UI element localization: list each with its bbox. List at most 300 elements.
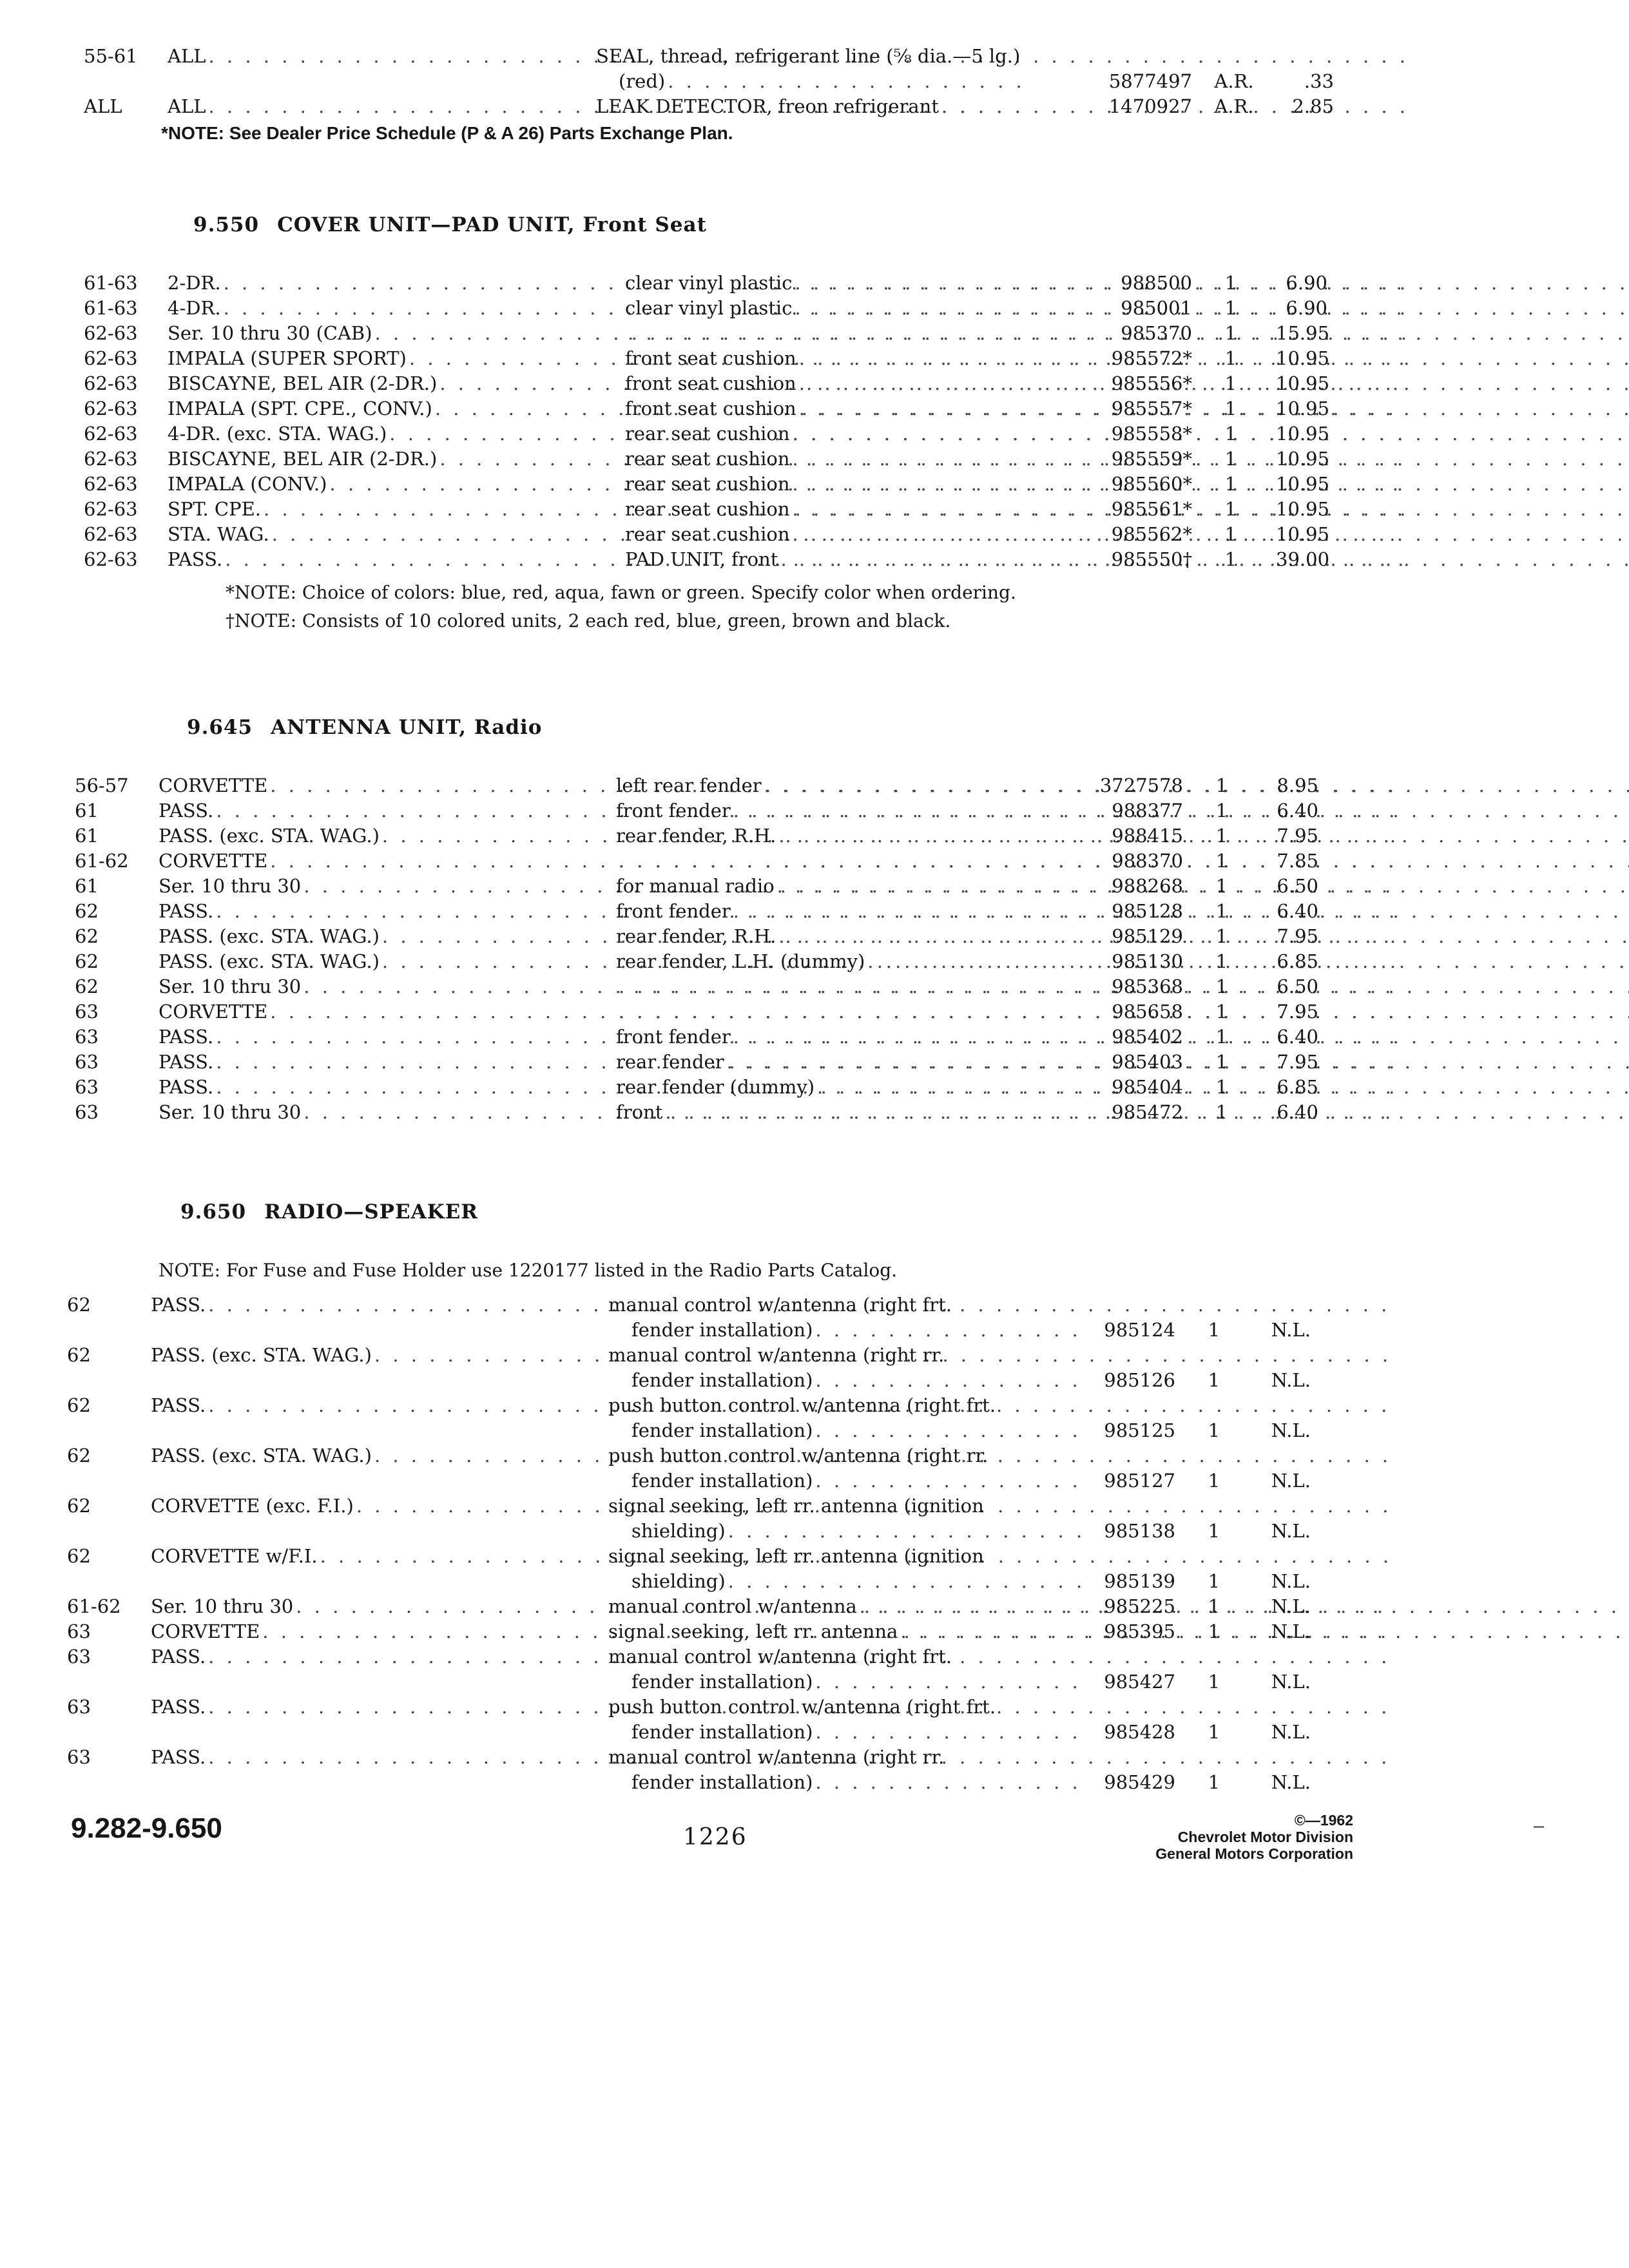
year-range: 62-63 [84, 398, 138, 419]
description-line [608, 1468, 1085, 1494]
year-range: 62 [67, 1394, 91, 1416]
model-name: 2-DR. [168, 272, 221, 294]
section-heading [187, 715, 543, 740]
price: N.L. [1271, 1771, 1311, 1793]
description-continuation: shielding) [631, 1520, 726, 1542]
part-description: left rear fender [616, 774, 762, 796]
corporation-name: General Motors Corporation [1155, 1845, 1353, 1862]
quantity: 1 [1215, 774, 1228, 796]
table-row [64, 547, 1330, 572]
year-range: 61-62 [75, 850, 129, 872]
year-range: 55-61 [84, 45, 138, 67]
year-range: 63 [75, 1026, 99, 1048]
model-name: BISCAYNE, BEL AIR (2-DR.) [168, 372, 438, 394]
table-row [55, 1050, 1318, 1075]
model-name: BISCAYNE, BEL AIR (2-DR.) [168, 448, 438, 470]
table-row [55, 1075, 1318, 1100]
model-name: STA. WAG. [168, 523, 269, 545]
model-name: PASS. (exc. STA. WAG.) [151, 1445, 372, 1466]
part-number: 985402 [1112, 1026, 1183, 1048]
leader-dots [668, 69, 1031, 94]
parts-table [64, 271, 1330, 572]
table-row [64, 346, 1330, 371]
table-row [55, 874, 1318, 899]
quantity: 1 [1208, 1595, 1220, 1617]
model-name: PASS. [159, 900, 214, 922]
leader-dots [860, 1594, 1629, 1619]
part-description [608, 1544, 1085, 1594]
table-row [48, 1619, 1311, 1644]
description-continuation: shielding) [631, 1570, 726, 1592]
price: 6.40 [1277, 1026, 1318, 1048]
part-number: 985550† [1111, 548, 1192, 570]
part-description [608, 1745, 1085, 1795]
table-row [48, 1393, 1311, 1443]
model-name: CORVETTE [159, 850, 268, 872]
table-row [64, 497, 1330, 522]
section-heading [180, 1200, 478, 1225]
section-number: 9.650 [180, 1200, 247, 1224]
quantity: 1 [1208, 1671, 1220, 1693]
year-range: 63 [67, 1696, 91, 1718]
price: 10.95 [1276, 498, 1330, 520]
table-row [64, 321, 1330, 346]
part-description [608, 1393, 1085, 1443]
table-row [55, 974, 1318, 999]
price: 10.95 [1276, 448, 1330, 470]
division-name: Chevrolet Motor Division [1177, 1829, 1353, 1845]
model-name: ALL [168, 95, 206, 117]
part-description [608, 1293, 1085, 1343]
model-name: PASS. [159, 1026, 214, 1048]
price: 6.85 [1277, 1076, 1318, 1098]
section-number: 9.645 [187, 716, 253, 739]
quantity: 1 [1215, 800, 1228, 822]
table-row [64, 447, 1330, 472]
model-name: PASS. (exc. STA. WAG.) [159, 950, 380, 972]
page-number: 1226 [683, 1824, 747, 1850]
description-continuation: fender installation) [631, 1369, 813, 1391]
part-description [608, 1343, 1085, 1393]
leader-dots [793, 472, 1629, 497]
dealer-note: *NOTE: See Dealer Price Schedule (P & A 26) Parts Exchange Plan. [161, 123, 733, 143]
part-number: 985130 [1112, 950, 1183, 972]
description-line: signal seeking, left rr. antenna (ignition [608, 1495, 984, 1517]
part-description [608, 1443, 1085, 1494]
quantity: 1 [1208, 1620, 1220, 1642]
section-notes [64, 580, 1302, 637]
quantity: 1 [1215, 975, 1228, 997]
model-name: CORVETTE (exc. F.I.) [151, 1495, 354, 1517]
quantity: 1 [1224, 398, 1237, 419]
year-range: ALL [84, 95, 122, 117]
table-row [55, 999, 1318, 1024]
leader-dots [799, 396, 1629, 421]
table-row [55, 1100, 1318, 1125]
leader-dots [793, 522, 1629, 547]
model-name: Ser. 10 thru 30 (CAB) [168, 322, 372, 344]
year-range: 63 [75, 1051, 99, 1073]
part-number: 985125 [1104, 1419, 1175, 1441]
part-description: rear seat cushion [625, 473, 790, 495]
part-description: clear vinyl plastic [625, 272, 793, 294]
year-range: 62-63 [84, 372, 138, 394]
leader-dots [795, 296, 1629, 321]
part-number: 985658 [1112, 1001, 1183, 1023]
description-line: push button control w/antenna (right frt. [608, 1696, 996, 1718]
price: N.L. [1271, 1319, 1311, 1341]
price: 7.95 [1277, 1001, 1318, 1023]
year-range: 63 [75, 1101, 99, 1123]
part-number: 985370 [1121, 322, 1192, 344]
stray-mark [1534, 1826, 1544, 1828]
leader-dots [799, 346, 1629, 371]
part-number: 985395 [1104, 1620, 1175, 1642]
description-line [608, 1770, 1085, 1795]
quantity: 1 [1224, 448, 1237, 470]
part-description: PAD UNIT, front [625, 548, 778, 570]
quantity: 1 [1208, 1721, 1220, 1743]
part-number: 988268 [1112, 875, 1183, 897]
quantity: 1 [1208, 1520, 1220, 1542]
part-number: 985127 [1104, 1470, 1175, 1492]
quantity: 1 [1224, 322, 1237, 344]
leader-dots [793, 421, 1629, 447]
model-name: ALL [168, 45, 206, 67]
quantity: 1 [1215, 900, 1228, 922]
part-description: front seat cushion [625, 398, 796, 419]
model-name: PASS. (exc. STA. WAG.) [159, 925, 380, 947]
price: 10.95 [1276, 372, 1330, 394]
part-description: rear fender, L.H. (dummy) [616, 950, 865, 972]
model-name: Ser. 10 thru 30 [159, 1101, 302, 1123]
description-line: push button control w/antenna (right rr. [608, 1445, 988, 1466]
part-number: 985128 [1112, 900, 1183, 922]
model-name: PASS. [159, 800, 214, 822]
quantity: 1 [1215, 850, 1228, 872]
model-name: PASS. [151, 1646, 206, 1667]
model-name: PASS. [151, 1696, 206, 1718]
table-row [48, 1443, 1311, 1494]
year-range: 63 [67, 1620, 91, 1642]
price: N.L. [1271, 1419, 1311, 1441]
year-range: 61-62 [67, 1595, 121, 1617]
price: 6.40 [1277, 800, 1318, 822]
table-row [48, 1594, 1311, 1619]
part-description: front fender [616, 1026, 731, 1048]
section-title: RADIO—SPEAKER [264, 1200, 478, 1224]
table-row [64, 271, 1327, 296]
part-number: 985138 [1104, 1520, 1175, 1542]
part-number: 985560* [1111, 473, 1192, 495]
quantity: 1 [1215, 1051, 1228, 1073]
table-row [64, 69, 1334, 94]
table-row [48, 1343, 1311, 1393]
parts-table [55, 773, 1318, 1125]
price: 10.95 [1276, 523, 1330, 545]
part-number: 5877497 [1108, 70, 1192, 92]
part-number: 985404 [1112, 1076, 1183, 1098]
fuse-note: NOTE: For Fuse and Fuse Holder use 1220177 listed in the Radio Parts Catalog. [159, 1260, 898, 1281]
part-description: front fender [616, 900, 731, 922]
part-number: 985428 [1104, 1721, 1175, 1743]
description-continuation: fender installation) [631, 1419, 813, 1441]
year-range: 62-63 [84, 523, 138, 545]
quantity: 1 [1215, 1026, 1228, 1048]
part-description: rear seat cushion [625, 523, 790, 545]
part-description [608, 1695, 1085, 1745]
price: 10.95 [1276, 398, 1330, 419]
price: 6.50 [1277, 875, 1318, 897]
leader-dots [778, 823, 1629, 849]
part-description: rear seat cushion [625, 423, 790, 445]
part-description: rear seat cushion [625, 448, 790, 470]
part-description: rear fender (dummy) [616, 1076, 815, 1098]
publisher-credit [1057, 1812, 1353, 1862]
description-line: manual control w/antenna (right rr. [608, 1746, 945, 1768]
price: 6.90 [1286, 272, 1327, 294]
year-range: 62-63 [84, 498, 138, 520]
model-name: PASS. [159, 1076, 214, 1098]
quantity: 1 [1215, 950, 1228, 972]
year-range: 62 [67, 1445, 91, 1466]
price: 7.95 [1277, 925, 1318, 947]
part-number: 985427 [1104, 1671, 1175, 1693]
model-name: PASS. [168, 548, 223, 570]
price: 39.00 [1276, 548, 1330, 570]
part-number: 985572* [1111, 347, 1192, 369]
part-number: 988415 [1112, 825, 1183, 847]
table-row [48, 1544, 1311, 1594]
description-line: manual control w/antenna (right frt. [608, 1294, 952, 1316]
model-name: IMPALA (CONV.) [168, 473, 327, 495]
price: 6.85 [1277, 950, 1318, 972]
price: 6.40 [1277, 900, 1318, 922]
price: 6.50 [1277, 975, 1318, 997]
description-line: push button control w/antenna (right frt. [608, 1394, 996, 1416]
section-title: ANTENNA UNIT, Radio [271, 716, 543, 739]
part-description: (red) [619, 70, 666, 92]
model-name: CORVETTE [151, 1620, 260, 1642]
section-note: *NOTE: Choice of colors: blue, red, aqua, fawn or green. Specify color when ordering. [226, 582, 1016, 603]
year-range: 62 [75, 975, 99, 997]
table-row [55, 924, 1318, 949]
quantity: 1 [1224, 523, 1237, 545]
year-range: 62-63 [84, 448, 138, 470]
parts-table [48, 1293, 1311, 1795]
part-description: front [616, 1101, 663, 1123]
table-row [48, 1644, 1311, 1695]
year-range: 62-63 [84, 322, 138, 344]
model-name: 4-DR. (exc. STA. WAG.) [168, 423, 387, 445]
price: 7.95 [1277, 825, 1318, 847]
part-number: 1470927 [1108, 95, 1192, 117]
price: N.L. [1271, 1470, 1311, 1492]
table-row [64, 44, 1302, 69]
description-line [608, 1669, 1085, 1695]
part-number: 985129 [1112, 925, 1183, 947]
part-description: rear fender, R.H. [616, 825, 776, 847]
year-range: 62 [75, 900, 99, 922]
year-range: 63 [67, 1746, 91, 1768]
model-name: Ser. 10 thru 30 [159, 975, 302, 997]
part-number: 985562* [1111, 523, 1192, 545]
price: 6.90 [1286, 297, 1327, 319]
quantity: 1 [1215, 925, 1228, 947]
price: 6.40 [1277, 1101, 1318, 1123]
description-line [608, 1368, 1085, 1393]
part-number: 985556* [1111, 372, 1192, 394]
table-row [64, 94, 1334, 119]
table-row [48, 1695, 1311, 1745]
leader-dots [778, 924, 1629, 949]
table-row [55, 1024, 1318, 1050]
price: 10.95 [1276, 347, 1330, 369]
model-name: IMPALA (SPT. CPE., CONV.) [168, 398, 432, 419]
description-continuation: fender installation) [631, 1721, 813, 1743]
part-number: 3727578 [1099, 774, 1183, 796]
quantity: A.R. [1214, 70, 1254, 92]
table-row [64, 296, 1327, 321]
section-note: †NOTE: Consists of 10 colored units, 2 each red, blue, green, brown and black. [226, 610, 951, 631]
copyright: ©—1962 [1294, 1812, 1353, 1829]
part-description: front seat cushion [625, 372, 796, 394]
leader-dots [777, 874, 1629, 899]
quantity: 1 [1224, 372, 1237, 394]
description-continuation: fender installation) [631, 1319, 813, 1341]
price: 15.95 [1276, 322, 1330, 344]
description-continuation: fender installation) [631, 1771, 813, 1793]
price: .33 [1304, 70, 1334, 92]
table-row [48, 1745, 1311, 1795]
quantity: 1 [1208, 1319, 1220, 1341]
price: N.L. [1271, 1520, 1311, 1542]
description-line [608, 1569, 1085, 1594]
quantity: A.R. [1214, 95, 1254, 117]
leader-dots [941, 94, 1031, 119]
quantity: 1 [1208, 1419, 1220, 1441]
year-range: 62-63 [84, 473, 138, 495]
year-range: 56-57 [75, 774, 129, 796]
quantity: 1 [1215, 875, 1228, 897]
part-description: rear seat cushion [625, 498, 790, 520]
section-heading [193, 213, 707, 238]
price: 7.85 [1277, 850, 1318, 872]
quantity: 1 [1224, 548, 1237, 570]
table-row [64, 472, 1330, 497]
year-range: 63 [75, 1076, 99, 1098]
year-range: 61 [75, 875, 99, 897]
table-row [55, 798, 1318, 823]
description-line [608, 1418, 1085, 1443]
part-description: manual control w/antenna [608, 1595, 857, 1617]
year-range: 62 [75, 925, 99, 947]
leader-dots [780, 547, 1629, 572]
part-number: 985124 [1104, 1319, 1175, 1341]
quantity: 1 [1215, 1076, 1228, 1098]
model-name: 4-DR. [168, 297, 221, 319]
model-name: PASS. (exc. STA. WAG.) [151, 1344, 372, 1366]
table-row [48, 1494, 1311, 1544]
year-range: 62-63 [84, 423, 138, 445]
part-description: for manual radio [616, 875, 775, 897]
quantity: 1 [1215, 1101, 1228, 1123]
leader-dots [799, 371, 1629, 396]
price: N.L. [1271, 1721, 1311, 1743]
part-number: 985139 [1104, 1570, 1175, 1592]
year-range: 62 [75, 950, 99, 972]
year-range: 62 [67, 1545, 91, 1567]
table-row [64, 371, 1330, 396]
model-name: CORVETTE w/F.I. [151, 1545, 318, 1567]
leader-dots [764, 773, 1629, 798]
part-description: LEAK DETECTOR, freon refrigerant [596, 95, 939, 117]
part-description: rear fender [616, 1051, 724, 1073]
price: N.L. [1271, 1369, 1311, 1391]
description-line: signal seeking, left rr. antenna (ignition [608, 1545, 984, 1567]
year-range: 62 [67, 1344, 91, 1366]
quantity: 1 [1224, 272, 1237, 294]
table-row [55, 823, 1318, 849]
price: N.L. [1271, 1620, 1311, 1642]
table-row [64, 421, 1330, 447]
table-row [64, 396, 1330, 421]
leader-dots [867, 949, 1629, 974]
year-range: 62 [67, 1495, 91, 1517]
quantity: 1 [1215, 825, 1228, 847]
price: 7.95 [1277, 1051, 1318, 1073]
price: 10.95 [1276, 423, 1330, 445]
part-number: 985001 [1121, 297, 1192, 319]
table-row [55, 899, 1318, 924]
part-description: clear vinyl plastic [625, 297, 793, 319]
model-name: PASS. [151, 1746, 206, 1768]
description-line: manual control w/antenna (right rr. [608, 1344, 945, 1366]
section-title: COVER UNIT—PAD UNIT, Front Seat [277, 213, 707, 236]
table-row [55, 849, 1318, 874]
part-description: SEAL, thread, refrigerant line (⅝ dia.—5 lg.) [596, 45, 1021, 67]
quantity: 1 [1215, 1001, 1228, 1023]
quantity: 1 [1224, 498, 1237, 520]
quantity: 1 [1224, 347, 1237, 369]
section-range: 9.282-9.650 [71, 1812, 222, 1844]
part-number: 985561* [1111, 498, 1192, 520]
price: 8.95 [1277, 774, 1318, 796]
model-name: CORVETTE [159, 774, 268, 796]
part-number: 985558* [1111, 423, 1192, 445]
year-range: 61 [75, 800, 99, 822]
part-description [608, 1494, 1085, 1544]
quantity: 1 [1208, 1369, 1220, 1391]
year-range: 63 [67, 1646, 91, 1667]
price: N.L. [1271, 1671, 1311, 1693]
model-name: Ser. 10 thru 30 [151, 1595, 294, 1617]
part-number: 985225 [1104, 1595, 1175, 1617]
model-name: PASS. [151, 1394, 206, 1416]
quantity: 1 [1208, 1771, 1220, 1793]
year-range: 63 [75, 1001, 99, 1023]
model-name: CORVETTE [159, 1001, 268, 1023]
leader-dots [795, 271, 1629, 296]
part-description: rear fender, R.H. [616, 925, 776, 947]
part-description [608, 1644, 1085, 1695]
model-name: PASS. (exc. STA. WAG.) [159, 825, 380, 847]
quantity: 1 [1224, 423, 1237, 445]
table-row [48, 1293, 1311, 1343]
year-range: 62-63 [84, 347, 138, 369]
price: N.L. [1271, 1570, 1311, 1592]
part-number: 985368 [1112, 975, 1183, 997]
